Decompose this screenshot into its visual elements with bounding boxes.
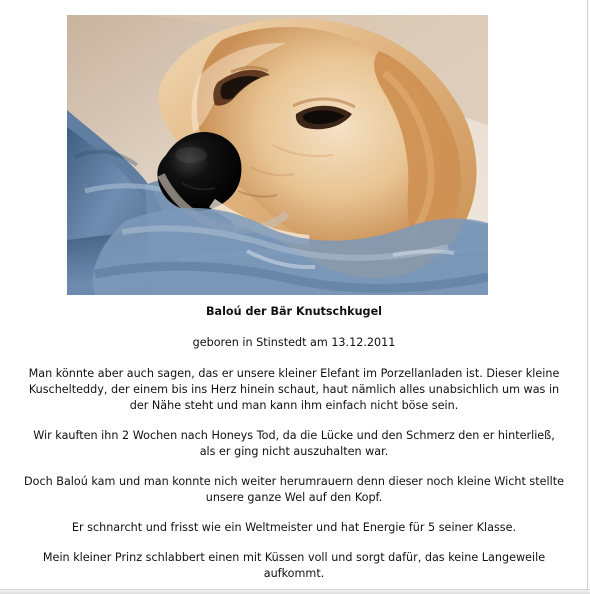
story-paragraph-1: Man könnte aber auch sagen, das er unsere kleiner Elefant im Porzellanladen ist. Dieser kleine Kuschelteddy, der einem bis ins Herz hinein schaut, haut nämlich alles unabsichlich um was in der Nähe steht und man kann ihm einfach nicht böse sein. [28,367,560,412]
story-paragraph-5: Mein kleiner Prinz schlabbert einen mit Küssen voll und sorgt dafür, das keine Langeweile aufkommt. [42,551,546,580]
dog-name-title: Baloú der Bär Knutschkugel [206,305,382,318]
right-divider [587,0,588,594]
profile-text [24,303,564,582]
birth-line: geboren in Stinstedt am 13.12.2011 [192,336,396,349]
story-paragraph-4: Er schnarcht und frisst wie ein Weltmeister und hat Energie für 5 seiner Klasse. [71,521,517,534]
story-paragraph-3: Doch Baloú kam und man konnte nich weiter herumrauern denn dieser noch kleine Wicht stellte unsere ganze Wel auf den Kopf. [24,475,564,504]
story-paragraph-2: Wir kauften ihn 2 Wochen nach Honeys Tod, da die Lücke und den Schmerz den er hinterließ, als er ging nicht auszuhalten war. [33,429,555,458]
bottom-border [0,589,590,594]
dog-photo [67,15,488,295]
dog-illustration [67,15,488,295]
